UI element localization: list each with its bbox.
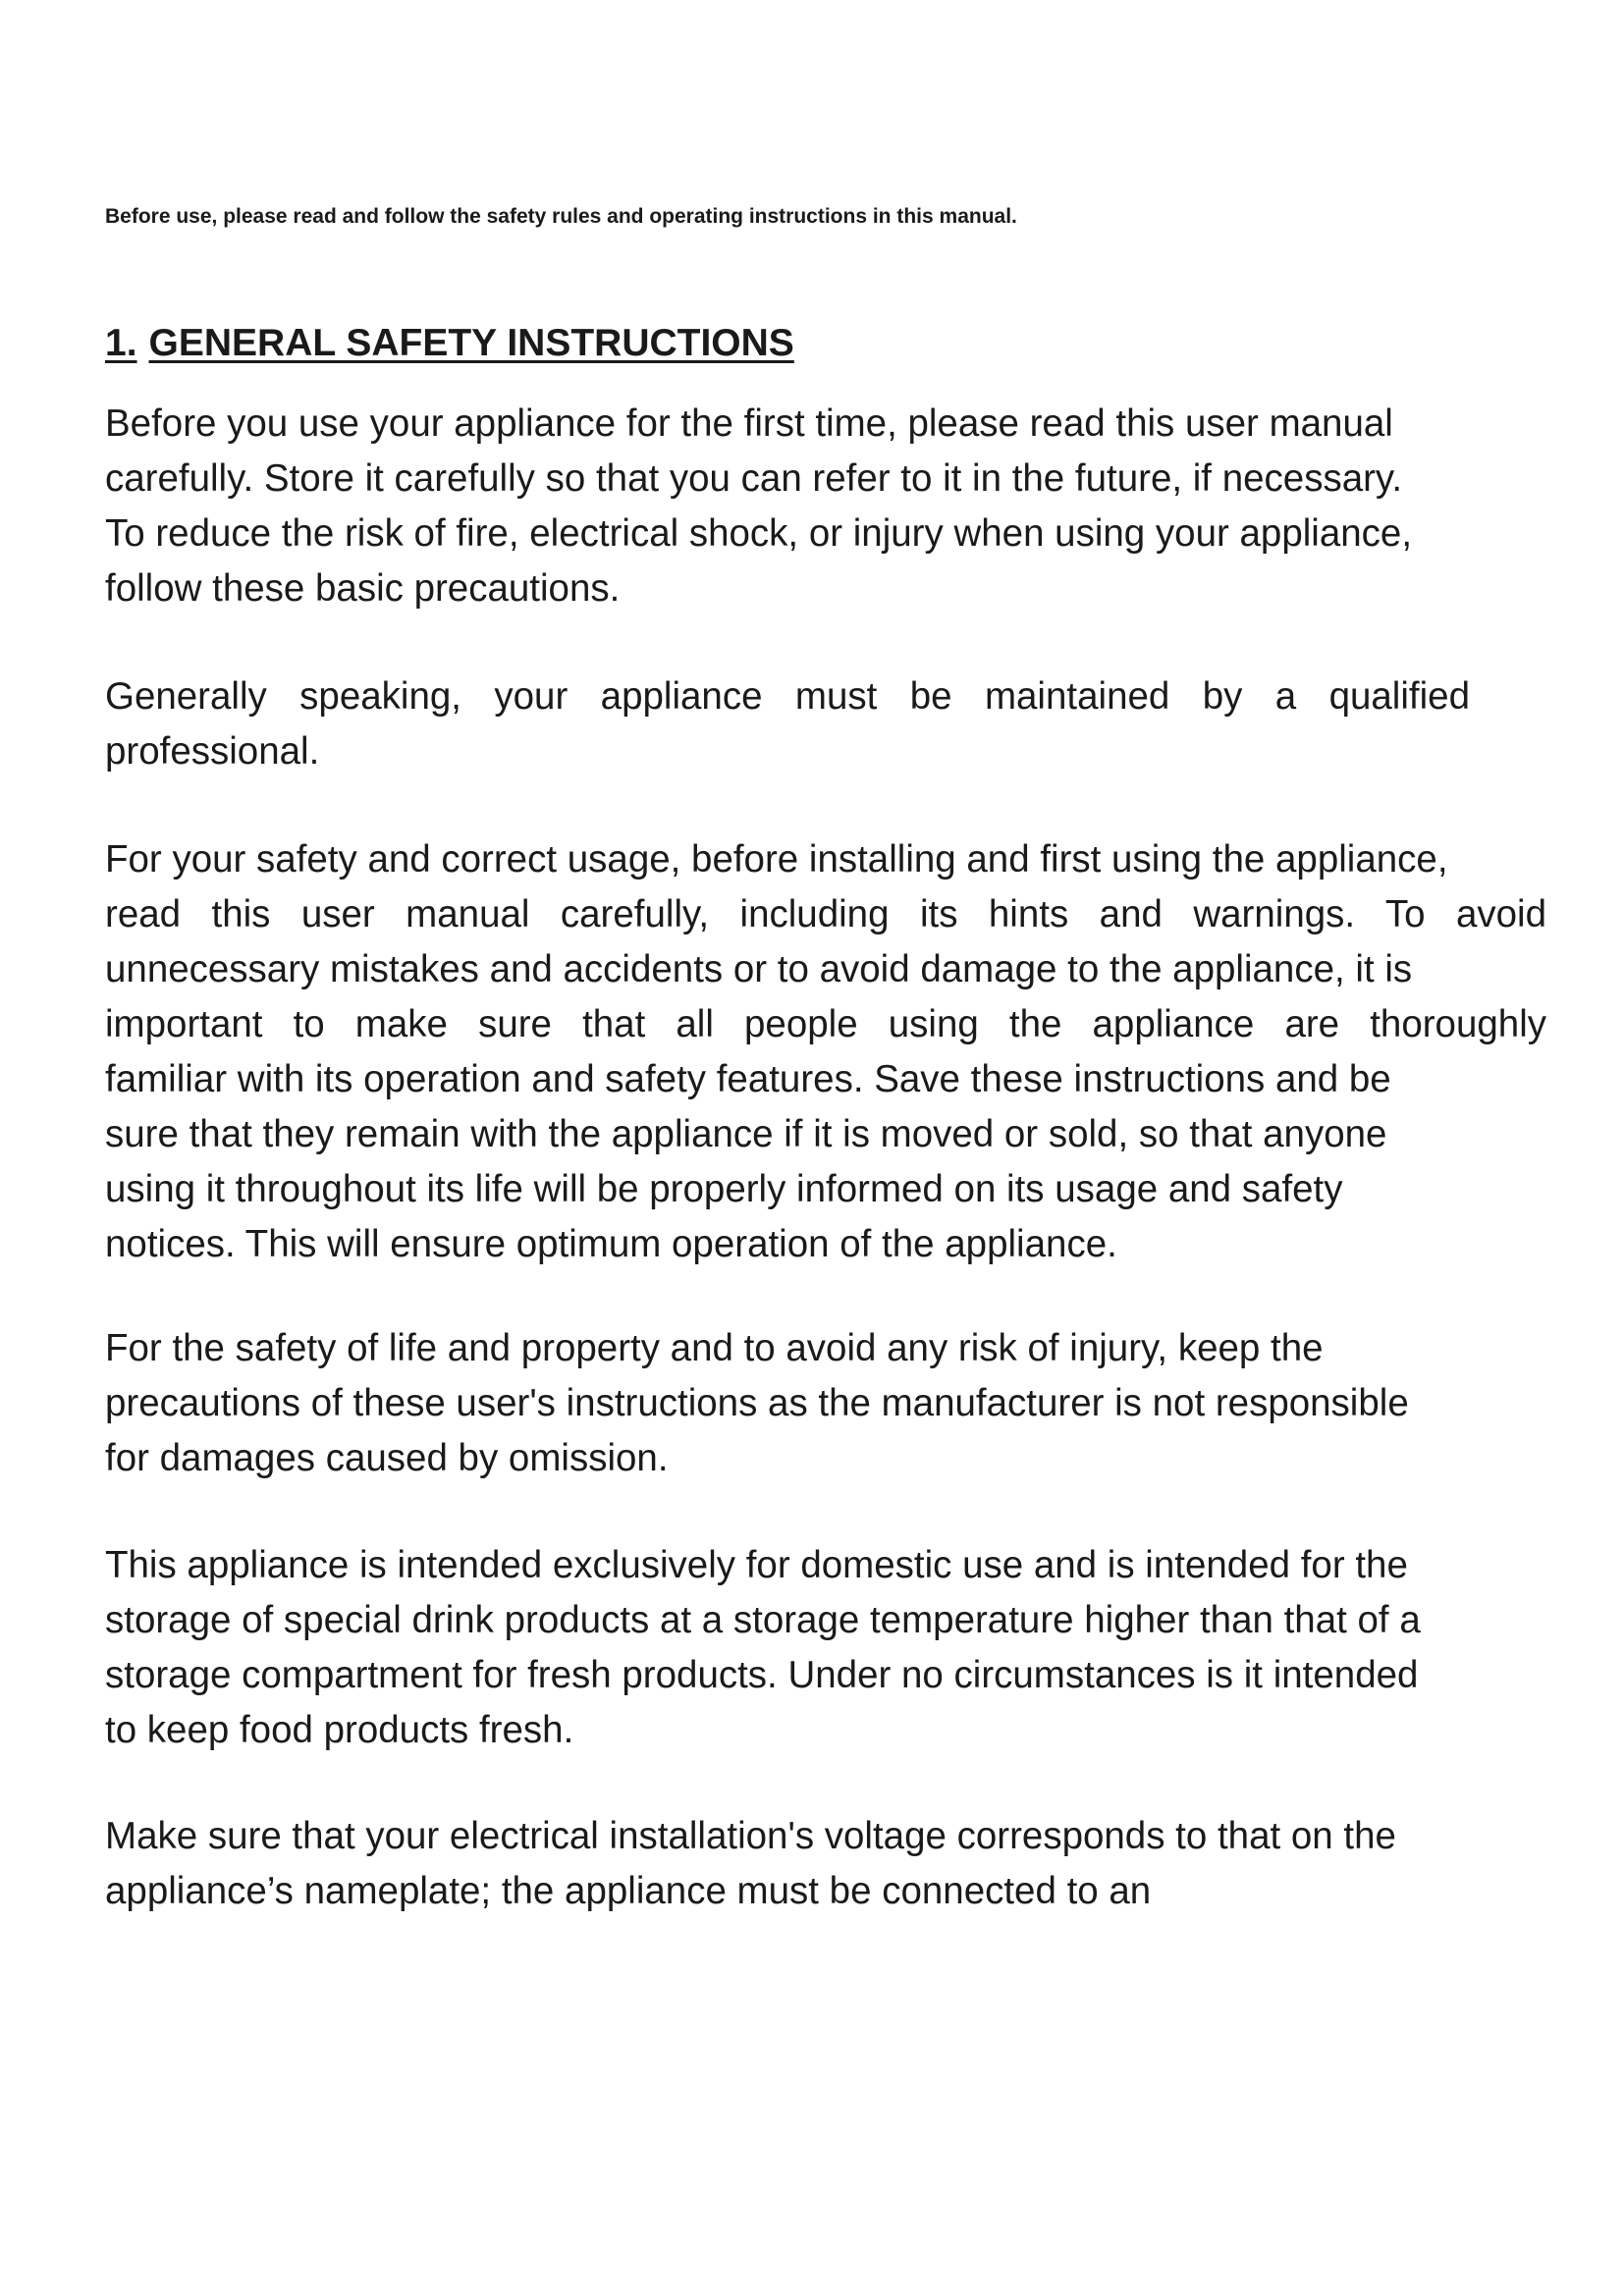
paragraph-line: For the safety of life and property and to avoid any risk of injury, keep the — [105, 1327, 1324, 1369]
paragraph-safety-property — [105, 1321, 1546, 1486]
section-number: 1. — [105, 322, 137, 364]
paragraph-electrical — [105, 1809, 1546, 1919]
paragraph-line: storage of special drink products at a storage temperature higher than that of a — [105, 1599, 1421, 1641]
paragraph-line: using it throughout its life will be properly informed on its usage and safety — [105, 1168, 1343, 1210]
paragraph-line: to keep food products fresh. — [105, 1709, 574, 1751]
paragraph-line: for damages caused by omission. — [105, 1437, 669, 1479]
paragraph-line: This appliance is intended exclusively for domestic use and is intended for the — [105, 1544, 1408, 1586]
paragraph-line: notices. This will ensure optimum operation of the appliance. — [105, 1223, 1117, 1265]
paragraph-line: For your safety and correct usage, before installing and first using the appliance, — [105, 838, 1448, 881]
paragraph-intended-use — [105, 1538, 1546, 1758]
paragraph-line: storage compartment for fresh products. Under no circumstances is it intended — [105, 1654, 1419, 1696]
paragraph-line: unnecessary mistakes and accidents or to avoid damage to the appliance, it is — [105, 948, 1413, 990]
paragraph-line: precautions of these user's instructions as the manufacturer is not responsible — [105, 1382, 1409, 1424]
paragraph-line: Before you use your appliance for the first time, please read this user manual — [105, 402, 1393, 445]
paragraph-first-use — [105, 397, 1546, 616]
paragraph-line: Make sure that your electrical installation's voltage corresponds to that on the — [105, 1815, 1396, 1857]
paragraph-line: To reduce the risk of fire, electrical shock, or injury when using your appliance, — [105, 512, 1413, 555]
section-title: GENERAL SAFETY INSTRUCTIONS — [148, 322, 794, 364]
paragraph-line: read this user manual carefully, including its hints and warnings. To avoid — [105, 893, 1546, 935]
paragraph-correct-usage — [105, 832, 1546, 1272]
paragraph-line: important to make sure that all people using the appliance are thoroughly — [105, 1003, 1546, 1045]
paragraph-maintenance — [105, 669, 1470, 779]
paragraph-line: appliance’s nameplate; the appliance must be connected to an — [105, 1870, 1152, 1912]
paragraph-line: follow these basic precautions. — [105, 567, 621, 610]
paragraph-line: Generally speaking, your appliance must be maintained by a qualified — [105, 675, 1470, 718]
intro-note: Before use, please read and follow the safety rules and operating instructions in this manual. — [105, 205, 1017, 228]
section-heading — [105, 320, 794, 367]
paragraph-line: professional. — [105, 730, 320, 773]
paragraph-line: carefully. Store it carefully so that you can refer to it in the future, if necessary. — [105, 457, 1403, 500]
paragraph-line: sure that they remain with the appliance if it is moved or sold, so that anyone — [105, 1113, 1387, 1155]
paragraph-line: familiar with its operation and safety features. Save these instructions and be — [105, 1058, 1391, 1100]
